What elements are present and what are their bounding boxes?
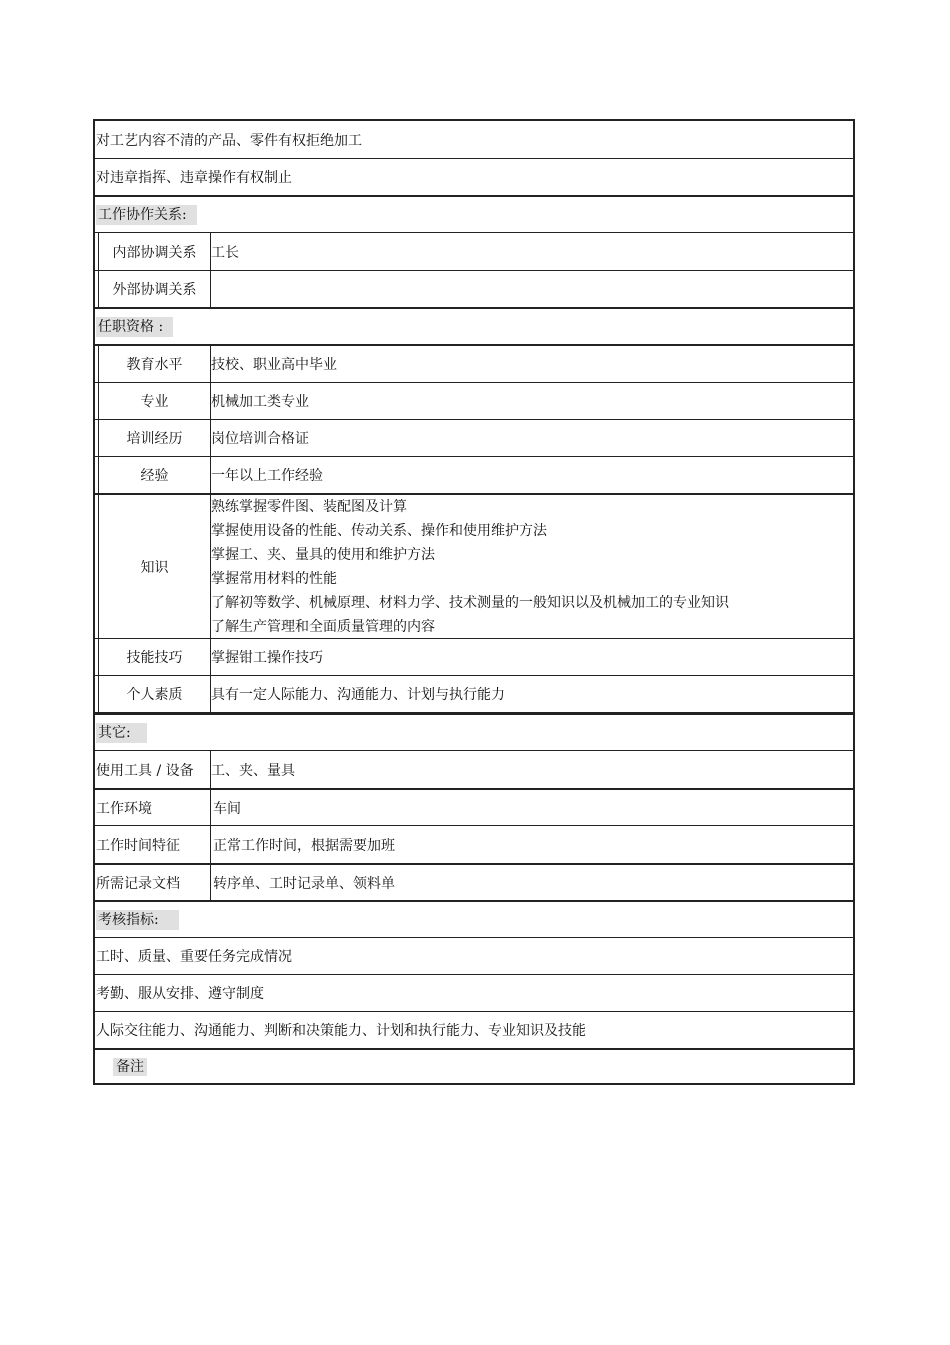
knowledge-label: 知识 xyxy=(98,495,211,638)
work-time-row xyxy=(95,825,853,863)
tools-value: 工、夹、量具 xyxy=(211,762,295,779)
cooperation-header-row xyxy=(95,195,853,232)
education-value: 技校、职业高中毕业 xyxy=(211,357,337,373)
knowledge-item: 掌握使用设备的性能、传动关系、操作和使用维护方法 xyxy=(211,522,547,539)
authority-item: 对工艺内容不清的产品、零件有权拒绝加工 xyxy=(96,132,362,149)
qualification-header: 任职资格 : xyxy=(96,317,173,337)
authority-row xyxy=(95,158,853,195)
tools-label: 使用工具 / 设备 xyxy=(95,751,211,788)
remarks-row xyxy=(95,1048,853,1083)
assessment-header-row xyxy=(95,900,853,937)
tools-row xyxy=(95,750,853,788)
knowledge-item: 掌握工、夹、量具的使用和维护方法 xyxy=(211,546,435,563)
assessment-item: 人际交往能力、沟通能力、判断和决策能力、计划和执行能力、专业知识及技能 xyxy=(96,1023,586,1039)
internal-coordination-row xyxy=(95,232,853,270)
work-time-label: 工作时间特征 xyxy=(95,826,211,863)
knowledge-item: 熟练掌握零件图、装配图及计算 xyxy=(211,498,407,515)
environment-label: 工作环境 xyxy=(95,790,211,825)
external-coordination-row xyxy=(95,270,853,307)
assessment-item: 工时、质量、重要任务完成情况 xyxy=(96,949,292,965)
personal-row xyxy=(95,675,853,712)
assessment-row xyxy=(95,1011,853,1048)
other-header-row xyxy=(95,712,853,750)
personal-label: 个人素质 xyxy=(98,676,211,712)
knowledge-item: 了解初等数学、机械原理、材料力学、技术测量的一般知识以及机械加工的专业知识 xyxy=(211,594,729,611)
work-time-value: 正常工作时间，根据需要加班 xyxy=(213,837,395,854)
assessment-row xyxy=(95,937,853,974)
skill-row xyxy=(95,638,853,675)
knowledge-item: 掌握常用材料的性能 xyxy=(211,570,337,587)
major-label: 专业 xyxy=(98,383,211,419)
authority-row xyxy=(95,121,853,158)
environment-value: 车间 xyxy=(213,800,241,817)
personal-value: 具有一定人际能力、沟通能力、计划与执行能力 xyxy=(211,687,505,703)
experience-value: 一年以上工作经验 xyxy=(211,468,323,484)
cooperation-header: 工作协作关系: xyxy=(96,205,197,225)
experience-row xyxy=(95,456,853,493)
qualification-header-row xyxy=(95,307,853,344)
remarks-label: 备注 xyxy=(113,1058,147,1076)
skill-value: 掌握钳工操作技巧 xyxy=(211,650,323,666)
other-header: 其它: xyxy=(96,723,147,743)
records-label: 所需记录文档 xyxy=(95,865,211,900)
major-value: 机械加工类专业 xyxy=(211,394,309,410)
environment-row xyxy=(95,788,853,825)
internal-coordination-value: 工长 xyxy=(211,244,239,261)
knowledge-item: 了解生产管理和全面质量管理的内容 xyxy=(211,618,435,635)
knowledge-row xyxy=(95,493,853,638)
authority-item: 对违章指挥、违章操作有权制止 xyxy=(96,170,292,186)
internal-coordination-label: 内部协调关系 xyxy=(98,233,211,270)
records-row xyxy=(95,863,853,900)
external-coordination-label: 外部协调关系 xyxy=(98,271,211,307)
training-label: 培训经历 xyxy=(98,420,211,456)
assessment-item: 考勤、服从安排、遵守制度 xyxy=(96,986,264,1002)
training-row xyxy=(95,419,853,456)
external-coordination-value xyxy=(211,271,853,307)
major-row xyxy=(95,382,853,419)
assessment-row xyxy=(95,974,853,1011)
education-row xyxy=(95,344,853,382)
training-value: 岗位培训合格证 xyxy=(211,431,309,447)
records-value: 转序单、工时记录单、领料单 xyxy=(213,875,395,892)
job-description-table xyxy=(93,119,855,1085)
skill-label: 技能技巧 xyxy=(98,639,211,675)
assessment-header: 考核指标: xyxy=(96,910,179,930)
knowledge-list xyxy=(211,495,853,638)
education-label: 教育水平 xyxy=(98,346,211,382)
experience-label: 经验 xyxy=(98,457,211,493)
